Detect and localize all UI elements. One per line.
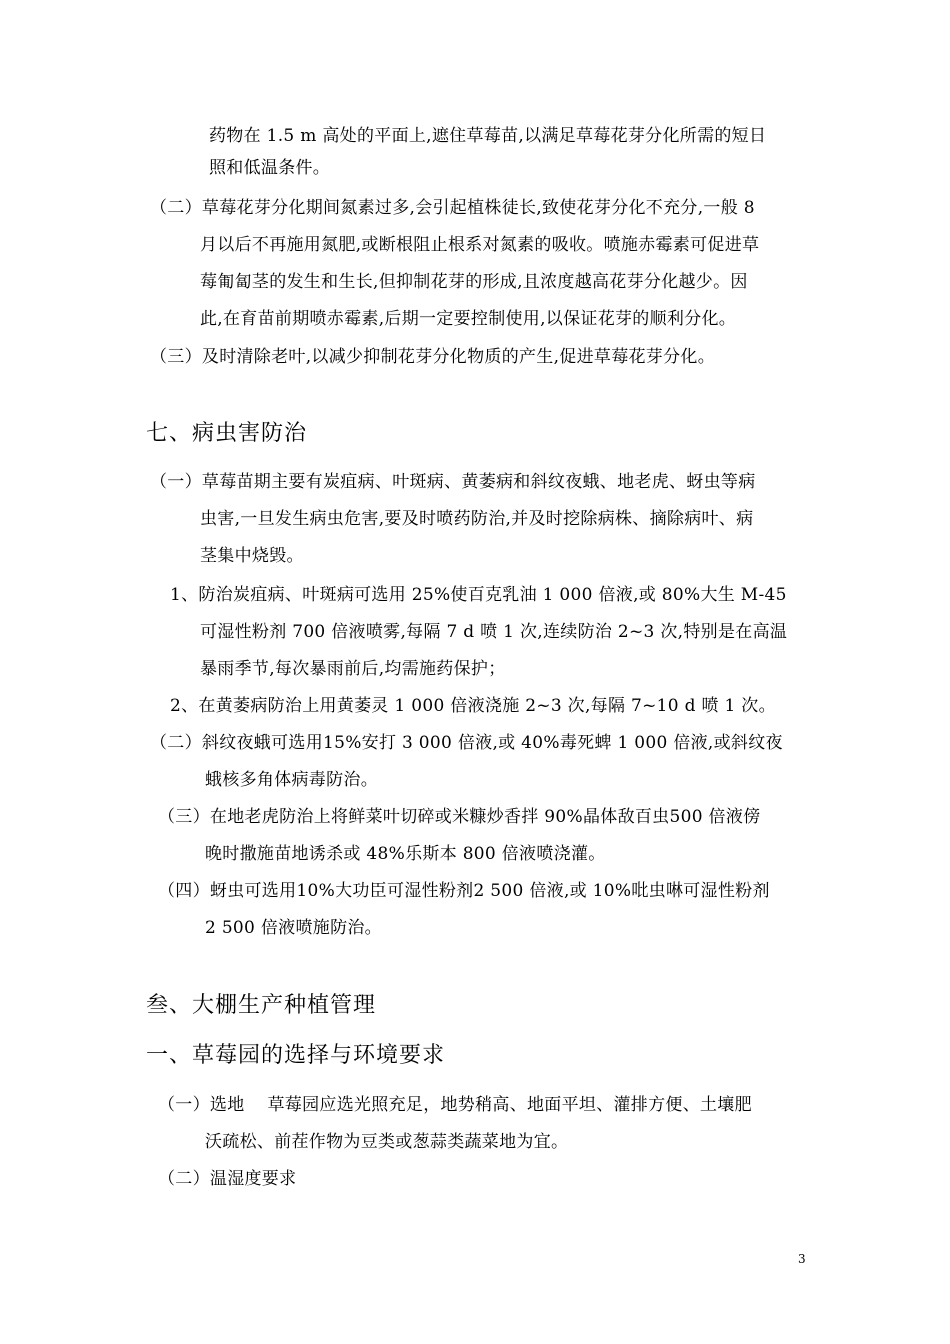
text-line: 茎集中烧毁。 bbox=[200, 546, 304, 566]
section-heading: 一、草莓园的选择与环境要求 bbox=[146, 1043, 446, 1068]
text-line: 2 500 倍液喷施防治。 bbox=[205, 918, 382, 938]
section-heading: 七、病虫害防治 bbox=[146, 421, 308, 446]
text-line: （二）草莓花芽分化期间氮素过多,会引起植株徒长,致使花芽分化不充分,一般 8 bbox=[150, 198, 755, 218]
text-line: （一）选地 草莓园应选光照充足，地势稍高、地面平坦、灌排方便、土壤肥 bbox=[158, 1095, 752, 1115]
text-line: 可湿性粉剂 700 倍液喷雾,每隔 7 d 喷 1 次,连续防治 2~3 次,特别是在高温 bbox=[200, 622, 788, 642]
text-line: 虫害,一旦发生病虫危害,要及时喷药防治,并及时挖除病株、摘除病叶、病 bbox=[200, 509, 754, 529]
text-line: （四）蚜虫可选用10%大功臣可湿性粉剂2 500 倍液,或 10%吡虫啉可湿性粉剂 bbox=[158, 881, 770, 901]
text-line: 月以后不再施用氮肥,或断根阻止根系对氮素的吸收。喷施赤霉素可促进草 bbox=[200, 235, 760, 255]
text-line: 2、在黄萎病防治上用黄萎灵 1 000 倍液浇施 2~3 次,每隔 7~10 d 喷 1 次。 bbox=[170, 696, 776, 716]
text-line: 药物在 1.5 m 高处的平面上,遮住草莓苗,以满足草莓花芽分化所需的短日 bbox=[209, 126, 767, 146]
text-line: 暴雨季节,每次暴雨前后,均需施药保护； bbox=[200, 659, 506, 679]
text-line: （三）在地老虎防治上将鲜菜叶切碎或米糠炒香拌 90%晶体敌百虫500 倍液傍 bbox=[158, 807, 761, 827]
text-line: 蛾核多角体病毒防治。 bbox=[205, 770, 378, 790]
text-line: （三）及时清除老叶,以减少抑制花芽分化物质的产生,促进草莓花芽分化。 bbox=[150, 347, 716, 367]
text-line: 1、防治炭疽病、叶斑病可选用 25%使百克乳油 1 000 倍液,或 80%大生 M-45 bbox=[170, 585, 787, 605]
text-line: 沃疏松、前茬作物为豆类或葱蒜类蔬菜地为宜。 bbox=[205, 1132, 569, 1152]
text-line: （一）草莓苗期主要有炭疽病、叶斑病、黄萎病和斜纹夜蛾、地老虎、蚜虫等病 bbox=[150, 472, 756, 492]
text-line: 照和低温条件。 bbox=[209, 158, 331, 178]
text-line: 晚时撒施苗地诱杀或 48%乐斯本 800 倍液喷浇灌。 bbox=[205, 844, 606, 864]
text-line: （二）温湿度要求 bbox=[158, 1169, 297, 1189]
section-heading: 叁、大棚生产种植管理 bbox=[146, 993, 377, 1018]
text-line: 此,在育苗前期喷赤霉素,后期一定要控制使用,以保证花芽的顺利分化。 bbox=[200, 309, 737, 329]
text-line: 莓匍匐茎的发生和生长,但抑制花芽的形成,且浓度越高花芽分化越少。因 bbox=[200, 272, 748, 292]
text-line: （二）斜纹夜蛾可选用15%安打 3 000 倍液,或 40%毒死蜱 1 000 倍液,或斜纹夜 bbox=[150, 733, 783, 753]
page-number: 3 bbox=[798, 1252, 806, 1266]
